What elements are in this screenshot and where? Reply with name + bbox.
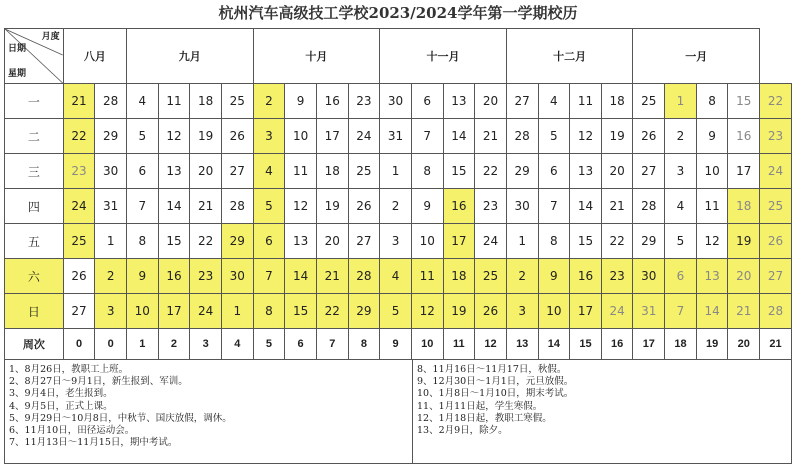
date-cell: 13 bbox=[443, 84, 475, 119]
date-cell: 31 bbox=[633, 294, 665, 329]
month-header-row bbox=[5, 29, 792, 84]
date-cell: 10 bbox=[538, 294, 570, 329]
date-cell: 6 bbox=[538, 154, 570, 189]
date-cell: 29 bbox=[95, 119, 127, 154]
corner-date-label: 日期 bbox=[8, 44, 27, 54]
date-cell: 1 bbox=[665, 84, 697, 119]
week-number: 0 bbox=[63, 329, 95, 360]
date-cell: 7 bbox=[126, 189, 158, 224]
date-cell: 4 bbox=[538, 84, 570, 119]
date-cell: 11 bbox=[158, 84, 190, 119]
date-cell: 19 bbox=[316, 189, 348, 224]
week-number: 1 bbox=[126, 329, 158, 360]
date-cell: 16 bbox=[316, 84, 348, 119]
month-header: 八月 bbox=[63, 29, 126, 84]
week-number: 21 bbox=[760, 329, 792, 360]
week-number: 6 bbox=[285, 329, 317, 360]
date-cell: 31 bbox=[95, 189, 127, 224]
page-title: 杭州汽车高级技工学校2023/2024学年第一学期校历 bbox=[218, 4, 578, 22]
date-cell: 11 bbox=[570, 84, 602, 119]
date-cell: 27 bbox=[348, 224, 380, 259]
date-cell: 15 bbox=[285, 294, 317, 329]
date-cell: 18 bbox=[601, 84, 633, 119]
date-cell: 5 bbox=[126, 119, 158, 154]
date-cell: 7 bbox=[665, 294, 697, 329]
date-cell: 9 bbox=[126, 259, 158, 294]
date-cell: 24 bbox=[601, 294, 633, 329]
corner-weekday-label: 星期 bbox=[8, 69, 27, 79]
date-cell: 16 bbox=[728, 119, 760, 154]
date-cell: 19 bbox=[190, 119, 222, 154]
date-cell: 5 bbox=[665, 224, 697, 259]
week-number: 16 bbox=[601, 329, 633, 360]
date-cell: 11 bbox=[285, 154, 317, 189]
date-cell: 29 bbox=[221, 224, 253, 259]
date-cell: 30 bbox=[95, 154, 127, 189]
date-cell: 24 bbox=[760, 154, 792, 189]
month-header: 一月 bbox=[633, 29, 760, 84]
date-cell: 26 bbox=[633, 119, 665, 154]
date-cell: 18 bbox=[443, 259, 475, 294]
date-cell: 14 bbox=[158, 189, 190, 224]
date-cell: 26 bbox=[348, 189, 380, 224]
date-cell: 2 bbox=[506, 259, 538, 294]
date-cell: 8 bbox=[538, 224, 570, 259]
date-cell: 23 bbox=[475, 189, 507, 224]
date-cell: 2 bbox=[380, 189, 412, 224]
date-cell: 3 bbox=[380, 224, 412, 259]
date-cell: 1 bbox=[380, 154, 412, 189]
date-cell: 15 bbox=[158, 224, 190, 259]
date-cell: 27 bbox=[221, 154, 253, 189]
date-cell: 25 bbox=[348, 154, 380, 189]
date-cell: 23 bbox=[190, 259, 222, 294]
date-cell: 21 bbox=[190, 189, 222, 224]
date-cell: 2 bbox=[95, 259, 127, 294]
date-cell: 28 bbox=[95, 84, 127, 119]
date-cell: 8 bbox=[696, 84, 728, 119]
note-item: 7、11月13日～11月15日，期中考试。 bbox=[9, 437, 178, 449]
date-cell: 16 bbox=[158, 259, 190, 294]
date-cell: 8 bbox=[411, 154, 443, 189]
date-cell: 18 bbox=[190, 84, 222, 119]
date-cell: 2 bbox=[665, 119, 697, 154]
date-cell: 20 bbox=[601, 154, 633, 189]
week-row-label: 周次 bbox=[5, 329, 64, 360]
weekday-label: 四 bbox=[5, 189, 64, 224]
note-item: 2、8月27日～9月1日，新生报到、军训。 bbox=[9, 376, 188, 388]
date-cell: 24 bbox=[190, 294, 222, 329]
date-cell: 22 bbox=[760, 84, 792, 119]
note-item: 11、1月11日起，学生寒假。 bbox=[417, 400, 543, 412]
date-cell: 9 bbox=[538, 259, 570, 294]
date-cell: 11 bbox=[411, 259, 443, 294]
date-cell: 26 bbox=[221, 119, 253, 154]
date-cell: 28 bbox=[221, 189, 253, 224]
note-item: 6、11月10日，田径运动会。 bbox=[9, 425, 135, 437]
date-cell: 25 bbox=[63, 224, 95, 259]
date-cell: 3 bbox=[95, 294, 127, 329]
date-cell: 17 bbox=[316, 119, 348, 154]
date-cell: 5 bbox=[538, 119, 570, 154]
notes-right-column bbox=[413, 360, 793, 463]
date-cell: 1 bbox=[221, 294, 253, 329]
date-cell: 3 bbox=[506, 294, 538, 329]
date-cell: 14 bbox=[570, 189, 602, 224]
week-number: 11 bbox=[443, 329, 475, 360]
weekday-row bbox=[5, 259, 792, 294]
date-cell: 5 bbox=[253, 189, 285, 224]
date-cell: 10 bbox=[411, 224, 443, 259]
date-cell: 6 bbox=[411, 84, 443, 119]
date-cell: 21 bbox=[316, 259, 348, 294]
date-cell: 7 bbox=[538, 189, 570, 224]
week-number: 7 bbox=[316, 329, 348, 360]
corner-month-label: 月度 bbox=[41, 32, 60, 42]
date-cell: 30 bbox=[380, 84, 412, 119]
date-cell: 2 bbox=[253, 84, 285, 119]
weekday-label: 六 bbox=[5, 259, 64, 294]
week-number: 4 bbox=[221, 329, 253, 360]
date-cell: 3 bbox=[253, 119, 285, 154]
week-number: 3 bbox=[190, 329, 222, 360]
week-number: 20 bbox=[728, 329, 760, 360]
date-cell: 9 bbox=[285, 84, 317, 119]
date-cell: 1 bbox=[95, 224, 127, 259]
date-cell: 29 bbox=[348, 294, 380, 329]
date-cell: 4 bbox=[665, 189, 697, 224]
date-cell: 27 bbox=[760, 259, 792, 294]
date-cell: 8 bbox=[126, 224, 158, 259]
month-header: 十一月 bbox=[380, 29, 507, 84]
date-cell: 3 bbox=[665, 154, 697, 189]
date-cell: 9 bbox=[696, 119, 728, 154]
date-cell: 13 bbox=[285, 224, 317, 259]
date-cell: 13 bbox=[696, 259, 728, 294]
date-cell: 17 bbox=[570, 294, 602, 329]
weekday-row bbox=[5, 84, 792, 119]
date-cell: 7 bbox=[253, 259, 285, 294]
week-number: 12 bbox=[475, 329, 507, 360]
date-cell: 12 bbox=[570, 119, 602, 154]
note-item: 8、11月16日～11月17日，秋假。 bbox=[417, 364, 567, 375]
date-cell: 23 bbox=[348, 84, 380, 119]
date-cell: 4 bbox=[380, 259, 412, 294]
note-item: 12、1月18日起，教职工寒假。 bbox=[417, 412, 552, 424]
weekday-row bbox=[5, 154, 792, 189]
date-cell: 30 bbox=[506, 189, 538, 224]
date-cell: 24 bbox=[348, 119, 380, 154]
date-cell: 7 bbox=[411, 119, 443, 154]
date-cell: 17 bbox=[443, 224, 475, 259]
week-number: 15 bbox=[570, 329, 602, 360]
week-number: 0 bbox=[95, 329, 127, 360]
date-cell: 9 bbox=[411, 189, 443, 224]
notes-section bbox=[4, 360, 792, 464]
date-cell: 27 bbox=[633, 154, 665, 189]
date-cell: 15 bbox=[728, 84, 760, 119]
date-cell: 23 bbox=[63, 154, 95, 189]
date-cell: 4 bbox=[126, 84, 158, 119]
date-cell: 12 bbox=[285, 189, 317, 224]
date-cell: 22 bbox=[316, 294, 348, 329]
date-cell: 18 bbox=[728, 189, 760, 224]
date-cell: 19 bbox=[728, 224, 760, 259]
month-header: 九月 bbox=[126, 29, 253, 84]
date-cell: 6 bbox=[126, 154, 158, 189]
date-cell: 24 bbox=[475, 224, 507, 259]
date-cell: 20 bbox=[475, 84, 507, 119]
date-cell: 22 bbox=[190, 224, 222, 259]
week-number: 19 bbox=[696, 329, 728, 360]
date-cell: 26 bbox=[475, 294, 507, 329]
weekday-label: 一 bbox=[5, 84, 64, 119]
date-cell: 10 bbox=[126, 294, 158, 329]
date-cell: 11 bbox=[696, 189, 728, 224]
note-item: 5、9月29日～10月8日，中秋节、国庆放假，调休。 bbox=[9, 412, 232, 424]
month-header: 十二月 bbox=[506, 29, 633, 84]
date-cell: 12 bbox=[411, 294, 443, 329]
week-number: 8 bbox=[348, 329, 380, 360]
note-item: 1、8月26日，教职工上班。 bbox=[9, 364, 129, 375]
date-cell: 27 bbox=[506, 84, 538, 119]
date-cell: 18 bbox=[316, 154, 348, 189]
date-cell: 10 bbox=[285, 119, 317, 154]
date-cell: 28 bbox=[633, 189, 665, 224]
school-calendar-table bbox=[4, 28, 792, 360]
weekday-row bbox=[5, 189, 792, 224]
date-cell: 28 bbox=[760, 294, 792, 329]
date-cell: 22 bbox=[601, 224, 633, 259]
date-cell: 16 bbox=[443, 189, 475, 224]
date-cell: 23 bbox=[601, 259, 633, 294]
date-cell: 21 bbox=[63, 84, 95, 119]
date-cell: 31 bbox=[380, 119, 412, 154]
week-number: 13 bbox=[506, 329, 538, 360]
date-cell: 21 bbox=[728, 294, 760, 329]
date-cell: 25 bbox=[221, 84, 253, 119]
date-cell: 4 bbox=[253, 154, 285, 189]
date-cell: 12 bbox=[158, 119, 190, 154]
date-cell: 20 bbox=[190, 154, 222, 189]
date-cell: 19 bbox=[601, 119, 633, 154]
date-cell: 14 bbox=[443, 119, 475, 154]
date-cell: 8 bbox=[253, 294, 285, 329]
date-cell: 17 bbox=[728, 154, 760, 189]
date-cell: 6 bbox=[253, 224, 285, 259]
date-cell: 5 bbox=[380, 294, 412, 329]
date-cell: 25 bbox=[633, 84, 665, 119]
date-cell: 17 bbox=[158, 294, 190, 329]
note-item: 9、12月30日～1月1日，元旦放假。 bbox=[417, 376, 574, 388]
month-header: 十月 bbox=[253, 29, 380, 84]
weekday-label: 日 bbox=[5, 294, 64, 329]
date-cell: 27 bbox=[63, 294, 95, 329]
date-cell: 21 bbox=[475, 119, 507, 154]
week-number: 14 bbox=[538, 329, 570, 360]
week-number: 5 bbox=[253, 329, 285, 360]
weekday-row bbox=[5, 119, 792, 154]
notes-left-column bbox=[5, 360, 413, 463]
date-cell: 30 bbox=[221, 259, 253, 294]
note-item: 4、9月5日，正式上课。 bbox=[9, 400, 113, 412]
date-cell: 13 bbox=[570, 154, 602, 189]
date-cell: 28 bbox=[348, 259, 380, 294]
note-item: 3、9月4日，老生报到。 bbox=[9, 388, 113, 400]
weekday-label: 五 bbox=[5, 224, 64, 259]
week-number: 18 bbox=[665, 329, 697, 360]
date-cell: 15 bbox=[570, 224, 602, 259]
date-cell: 24 bbox=[63, 189, 95, 224]
date-cell: 30 bbox=[633, 259, 665, 294]
header-corner-cell bbox=[5, 29, 64, 84]
weekday-row bbox=[5, 294, 792, 329]
week-number-row bbox=[5, 329, 792, 360]
date-cell: 15 bbox=[443, 154, 475, 189]
date-cell: 25 bbox=[475, 259, 507, 294]
date-cell: 19 bbox=[443, 294, 475, 329]
date-cell: 13 bbox=[158, 154, 190, 189]
note-item: 10、1月8日～1月10日，期末考试。 bbox=[417, 388, 574, 400]
date-cell: 29 bbox=[633, 224, 665, 259]
week-number: 2 bbox=[158, 329, 190, 360]
date-cell: 26 bbox=[63, 259, 95, 294]
date-cell: 20 bbox=[316, 224, 348, 259]
date-cell: 29 bbox=[506, 154, 538, 189]
note-item: 13、2月9日，除夕。 bbox=[417, 425, 508, 437]
date-cell: 22 bbox=[63, 119, 95, 154]
date-cell: 16 bbox=[570, 259, 602, 294]
date-cell: 25 bbox=[760, 189, 792, 224]
date-cell: 10 bbox=[696, 154, 728, 189]
weekday-label: 二 bbox=[5, 119, 64, 154]
date-cell: 26 bbox=[760, 224, 792, 259]
date-cell: 12 bbox=[696, 224, 728, 259]
date-cell: 21 bbox=[601, 189, 633, 224]
date-cell: 20 bbox=[728, 259, 760, 294]
week-number: 17 bbox=[633, 329, 665, 360]
date-cell: 14 bbox=[285, 259, 317, 294]
date-cell: 23 bbox=[760, 119, 792, 154]
week-number: 9 bbox=[380, 329, 412, 360]
date-cell: 14 bbox=[696, 294, 728, 329]
date-cell: 6 bbox=[665, 259, 697, 294]
weekday-label: 三 bbox=[5, 154, 64, 189]
week-number: 10 bbox=[411, 329, 443, 360]
date-cell: 1 bbox=[506, 224, 538, 259]
date-cell: 28 bbox=[506, 119, 538, 154]
weekday-row bbox=[5, 224, 792, 259]
date-cell: 22 bbox=[475, 154, 507, 189]
